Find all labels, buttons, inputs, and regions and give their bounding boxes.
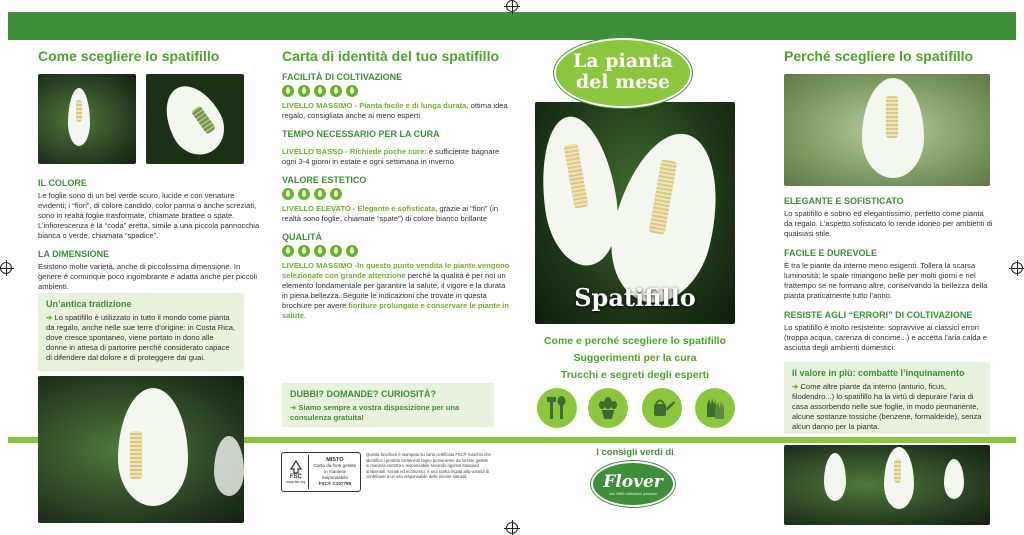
section-facilita [282,72,510,121]
column-title: Carta di identità del tuo spatifillo [282,48,500,64]
box-inquinamento [784,362,990,434]
registration-mark-icon [0,262,12,274]
cover-tagline: Trucchi e segreti degli esperti [560,369,710,381]
rating-leaves [282,188,510,200]
leaf-icon [298,85,310,97]
fsc-line: Carta da fonti gestite [313,463,357,468]
section-text: Lo spatifillo è molto resistente: sopravvive ai classici errori (troppa acqua, carenza di concime...) e accetta l’aria calda e asciutta degli ambienti domestici. [784,323,988,352]
registration-mark-icon [506,522,518,534]
box-text: Siamo sempre a vostra disposizione per una consulenza gratuita! [290,403,460,422]
leaf-icon [282,245,294,257]
column-title: Perché scegliere lo spatifillo [784,48,974,64]
section-text: È tra le piante da interno meno esigenti. Tollera la scarsa luminosità; le spate rimangono belle per molti giorni e nel frattempo se ne formano altre, conservando la bellezza della pianta praticamente tutto l’anno. [784,261,988,300]
cover-tagline: Suggerimenti per la cura [573,352,697,364]
section-title: QUALITÀ [282,232,322,242]
section-title: FACILE E DUREVOLE [784,248,878,258]
brand-name: Flover [603,472,663,492]
photo-spathiphyllum-group [784,445,990,525]
garden-tools-icon [537,388,577,428]
leaf-icon [346,85,358,97]
arrow-icon: ➔ [46,313,55,322]
section-il-colore [38,172,260,292]
section-valore [282,175,510,224]
box-antica-tradizione [38,293,244,371]
level-text: grazie ai “fiori” (in realtà sono foglie, chiamate “spate”) di colore bianco brillante [282,204,499,223]
brand-tagline: Dal 1980 coltiviamo passioni [608,492,658,496]
leaf-icon [330,245,342,257]
section-text: Esistono molte varietà, anche di piccolissima dimensione. In genere è comunque poco ingombrante e adatta anche per piccoli ambienti. [38,262,258,291]
fsc-logo-text: FSC [289,474,302,480]
section-list-perche [784,190,994,353]
arrow-icon: ➔ [290,403,299,412]
column-carta-identita [282,48,510,321]
section-title: RESISTE AGLI “ERRORI” DI COLTIVAZIONE [784,310,973,320]
column-title: Come scegliere lo spatifillo [38,48,220,64]
leaf-icon [282,85,294,97]
box-title: Un’antica tradizione [46,299,132,309]
section-title: LA DIMENSIONE [38,249,110,259]
level-text: ottima idea regalo, consigliata anche ai meno esperti [282,101,508,120]
fsc-line: in maniera responsabile [321,469,348,480]
leaf-icon [314,245,326,257]
top-green-band [8,12,1016,40]
badge-pianta-del-mese [554,38,692,108]
section-qualita [282,232,510,321]
flover-logo [591,461,675,507]
level-text: perché la qualità è per noi un elemento fondamentale per garantire la salute, il vigore e la durata in piena bellezza. Seguite le indicazioni che trovate in questa brochure per avere [282,271,506,310]
column-perche-scegliere [784,48,994,72]
photo-spathiphyllum-closeup [38,376,244,523]
level-highlight: fioriture prolungate e conservare le piante in salute. [282,301,510,320]
leaf-icon [314,188,326,200]
leaf-icon [282,188,294,200]
box-text: Come altre piante da interno (anturio, ficus, filodendro...) lo spatifillo ha la virtù di depurare l’aria di casa assorbendo nelle sue foglie, in modo permanente, alcune sostanze tossiche (benzene, formaldeide), senza alcun danno per la pianta. [792,382,982,431]
leaf-icon [330,85,342,97]
leaf-icon [298,188,310,200]
photo-spathiphyllum-variegated [146,74,244,164]
section-text: Le foglie sono di un bel verde scuro, lucide e con venature evidenti; i “fiori”, di colore candido, color panna o anche screziati, sono in realtà foglie trasformate, chiamate brattee o spate. L’infiorescenza è la “coda” eretta, simile a una piccola pannocchia bianca o verde, chiamata “spadice”. [38,191,260,240]
registration-mark-icon [506,0,518,12]
level-label: LIVELLO MASSIMO -In questo punto vendita le piante vengono selezionate con grande attenzione [282,261,510,280]
level-label: LIVELLO ELEVATO - Elegante e sofisticata, [282,204,438,213]
box-text: Lo spatifillo è utilizzato in tutto il mondo come pianta da regalo, anche nelle sue terre d’origine: in Costa Rica, dove cresce spontaneo, viene portato in dono alle donne in attesa di partorire perché considerato capace di difendere dal dolore e di proteggere dai guai. [46,313,236,362]
column-come-scegliere [38,48,260,72]
section-title: TEMPO NECESSARIO PER LA CURA [282,129,440,139]
badge-line: La pianta [572,50,673,72]
section-title: FACILITÀ DI COLTIVAZIONE [282,72,403,82]
level-label: LIVELLO MASSIMO - Pianta facile e di lunga durata, [282,101,469,110]
section-tempo [282,129,510,167]
cover-tagline: Come e perché scegliere lo spatifillo [543,335,727,347]
fsc-label [281,452,361,492]
leaf-icon [298,245,310,257]
badge-line: del mese [575,71,671,93]
leaf-icon [346,245,358,257]
level-text: è sufficiente bagnare ogni 3-4 giorni in estate e ogni settimana in inverno [282,147,500,166]
gloves-icon [695,388,735,428]
plant-name: Spatifillo [574,283,696,312]
section-text: Lo spatifillo è sobrio ed elegantissimo, perfetto come pianta da regalo. L’aspetto sofisticato lo rende idoneo per ambienti di qualsiasi stile. [784,209,993,238]
consigli-label: I consigli verdi di [596,447,674,458]
fsc-url: www.fsc.org [286,480,306,484]
section-title: VALORE ESTETICO [282,175,367,185]
box-dubbi [282,383,494,427]
potted-plant-icon [588,388,628,428]
leaf-icon [330,188,342,200]
registration-mark-icon [1011,262,1023,274]
level-label: LIVELLO BASSO - Richiede poche cure: [282,147,427,156]
fsc-tree-icon [284,455,309,489]
box-title: Il valore in più: combatte l’inquinamento [792,368,965,378]
photo-spathiphyllum-single [784,74,990,186]
leaf-icon [314,85,326,97]
section-title: ELEGANTE E SOFISTICATO [784,196,904,206]
rating-leaves [282,245,510,257]
fsc-text [309,457,358,487]
photo-spathiphyllum-flower [38,74,136,164]
watering-can-icon [642,388,682,428]
box-title: DUBBI? DOMANDE? CURIOSITÀ? [290,389,436,399]
arrow-icon: ➔ [792,382,801,391]
fsc-note: Questa brochure è stampata su carta certificata FSC® marchio che identifica i prodotti contenenti legno proveniente da foreste gestite in maniera corretta e responsabile secondo rigorosi standard ambientali, sociali ed economici: è una scelta legata alla volontà di contribuire a un uso responsabile delle risorse naturali. [366,452,491,480]
fsc-misto: MISTO [326,457,344,463]
fsc-code: FSC® C107795 [318,481,352,486]
section-title: IL COLORE [38,178,87,188]
rating-leaves [282,85,510,97]
